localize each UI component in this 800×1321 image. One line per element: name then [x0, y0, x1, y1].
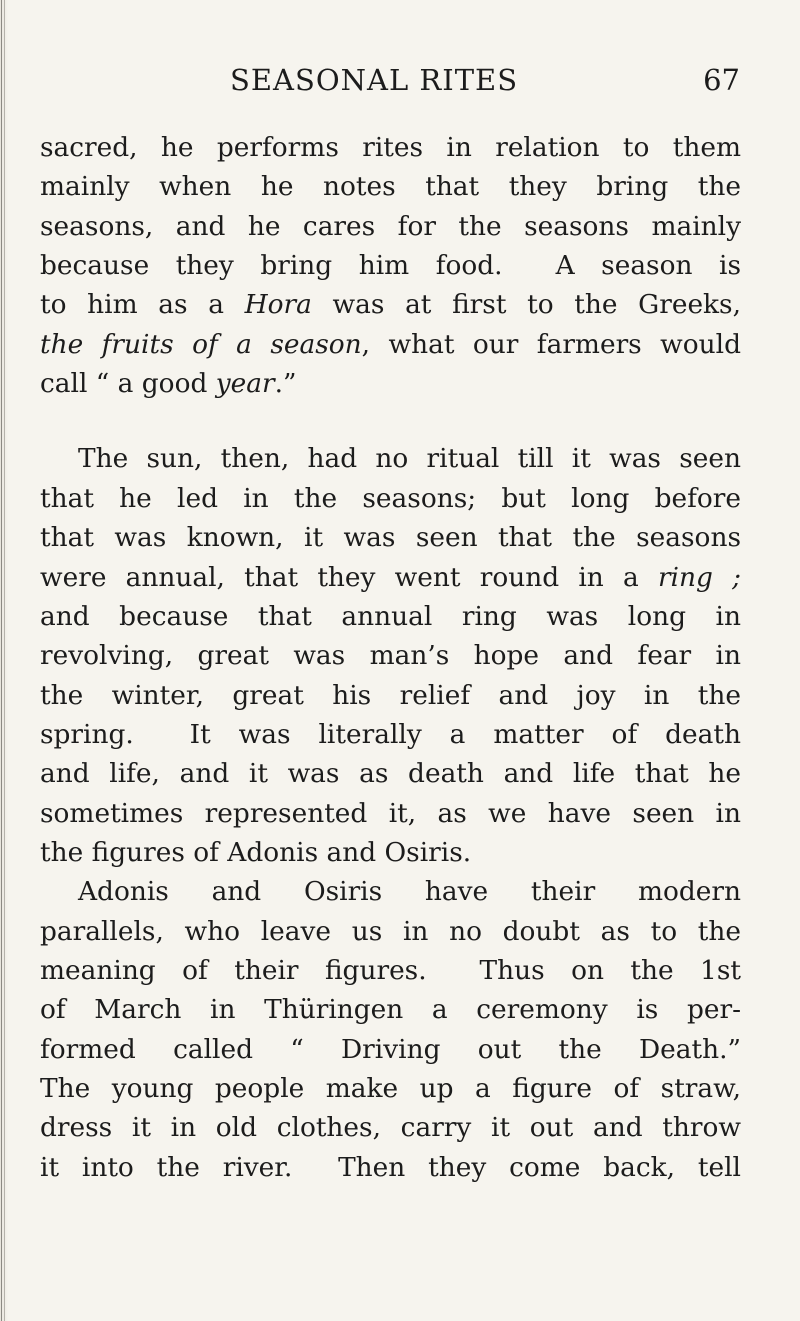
text-line — [78, 872, 741, 912]
italic-text-run: year — [215, 368, 275, 400]
text-line — [40, 479, 741, 519]
text-line — [40, 364, 741, 404]
text-run: , what our farmers would — [361, 328, 741, 360]
text-run: meaning of their figures. Thus on the 1st — [40, 955, 741, 986]
text-run: The young people make up a figure of straw, — [40, 1073, 741, 1105]
text-run: the winter, great his relief and joy in the — [40, 679, 741, 711]
text-line — [40, 246, 741, 286]
text-line — [40, 676, 741, 716]
text-run: call “ a good — [40, 368, 216, 400]
text-run: was at first to the Greeks, — [311, 289, 741, 321]
text-run: of March in Thüringen a ceremony is per- — [40, 994, 741, 1026]
text-line — [40, 1030, 741, 1070]
text-line — [40, 912, 741, 952]
text-run: to him as a — [40, 289, 245, 321]
text-line — [40, 597, 741, 637]
page-number: 67 — [703, 63, 740, 97]
italic-text-run: Hora — [244, 289, 312, 321]
text-run: and life, and it was as death and life that he — [40, 758, 741, 790]
text-run: sacred, he performs rites in relation to them — [40, 132, 741, 163]
text-line — [40, 636, 741, 676]
text-run: because they bring him food. A season is — [40, 250, 741, 282]
text-line — [40, 167, 741, 207]
italic-text-run: ring ; — [657, 561, 741, 593]
text-line — [40, 325, 741, 365]
text-run: that was known, it was seen that the seasons — [40, 522, 741, 554]
text-run: the figures of Adonis and Osiris. — [40, 836, 472, 868]
italic-text-run: the fruits of a season — [40, 328, 362, 360]
text-run: Adonis and Osiris have their modern — [78, 876, 741, 908]
text-run: seasons, and he cares for the seasons mainly — [40, 210, 741, 242]
text-run: sometimes represented it, as we have seen in — [40, 797, 741, 829]
text-line — [40, 518, 741, 558]
text-run: were annual, that they went round in a — [40, 561, 658, 593]
text-run: and because that annual ring was long in — [40, 600, 741, 632]
text-line — [40, 1108, 741, 1148]
text-line — [40, 128, 741, 168]
text-run: mainly when he notes that they bring the — [40, 171, 741, 203]
text-line — [78, 439, 741, 479]
text-run: parallels, who leave us in no doubt as to the — [40, 915, 741, 947]
running-title: SEASONAL RITES — [230, 63, 519, 97]
text-line — [40, 833, 741, 873]
text-run: .” — [274, 368, 297, 400]
text-run: spring. It was literally a matter of death — [40, 718, 741, 750]
text-line — [40, 207, 741, 247]
text-run: formed called “ Driving out the Death.” — [40, 1033, 741, 1065]
text-line — [40, 1148, 741, 1188]
text-run: it into the river. Then they come back, tell — [40, 1151, 741, 1183]
text-run: that he led in the seasons; but long before — [40, 482, 741, 514]
text-line — [40, 754, 741, 794]
text-run: dress it in old clothes, carry it out and throw — [40, 1112, 741, 1144]
text-line — [40, 794, 741, 834]
text-run: revolving, great was man’s hope and fear in — [40, 640, 741, 672]
text-line — [40, 715, 741, 755]
text-line — [40, 558, 741, 598]
text-run: The sun, then, had no ritual till it was seen — [78, 443, 741, 475]
text-line — [40, 990, 741, 1030]
text-line — [40, 951, 741, 991]
text-line — [40, 285, 741, 325]
text-line — [40, 1069, 741, 1109]
